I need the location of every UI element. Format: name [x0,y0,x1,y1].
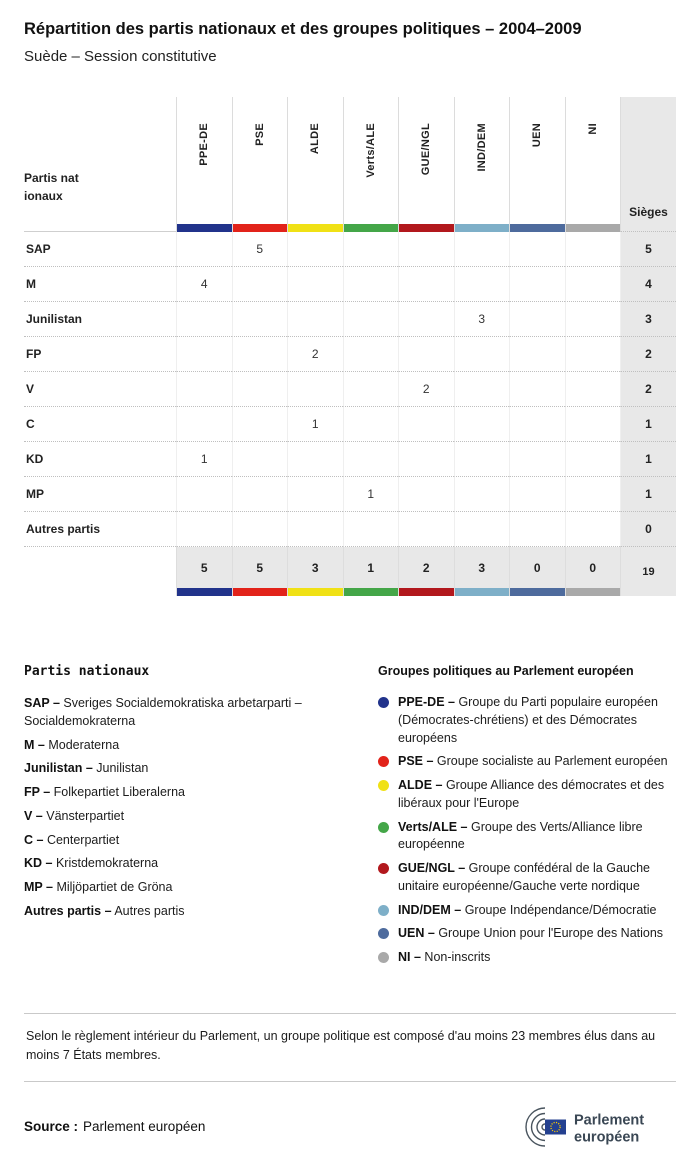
legend-item-label: C – [24,832,44,847]
group-color-bar [399,588,454,596]
seat-count-cell [565,232,621,267]
group-color-bar [177,224,232,232]
legend-parties [24,664,354,973]
legend-item-name: Miljöpartiet de Gröna [56,880,173,894]
hemicycle-icon [526,1108,545,1146]
table-corner-cell [24,97,176,232]
legend-item-name: Kristdemokraterna [55,856,159,871]
legend-item-label: V – [24,808,43,823]
seat-count-cell [176,372,232,407]
legend-item-name: Non-inscrits [424,950,491,964]
ep-logo [508,1104,676,1150]
group-column-header [232,97,288,232]
legend-parties-heading: Partis nationaux [24,664,150,679]
legend-item-text [398,777,676,813]
group-color-bar [288,588,343,596]
legend-item-text [24,879,172,897]
group-total-cell [509,547,565,596]
seat-count-cell [565,302,621,337]
seat-count-cell [509,267,565,302]
legend-item-text [24,760,148,778]
seat-count-cell: 2 [398,372,454,407]
party-name-cell: MP [24,477,176,512]
legend-item-label: Junilistan – [24,761,93,776]
seat-count-cell [565,442,621,477]
source [24,1119,205,1134]
legend-item-label: IND/DEM – [398,902,462,917]
legend-item-label: FP – [24,785,51,799]
legend-item-name: Groupe des Verts/Alliance libre européenne [398,819,643,852]
legend-group-item [378,902,676,920]
legend-item-text [398,949,490,967]
seat-count-cell [565,337,621,372]
group-total-cell [176,547,232,596]
group-color-bar [288,224,343,232]
source-label: Source : [24,1119,79,1134]
seat-count-cell [398,442,454,477]
party-name-cell: M [24,267,176,302]
legend-groups-heading: Groupes politiques au Parlement européen [378,664,634,678]
seats-table-wrap [24,97,676,596]
legend-item-name: Groupe confédéral de la Gauche unitaire européenne/Gauche verte nordique [398,861,651,893]
seat-count-cell [232,372,288,407]
legend-item-label: GUE/NGL – [398,861,466,875]
seat-count-cell [509,442,565,477]
seats-total-cell [620,547,676,596]
seat-count-cell [343,442,399,477]
group-column-header [509,97,565,232]
group-column-header [565,97,621,232]
group-color-bar [233,588,288,596]
seat-count-cell [176,477,232,512]
group-total-value: 3 [311,560,319,575]
legend-item-label: MP – [24,880,53,894]
legend-item-label: KD – [24,856,53,871]
party-name-cell: SAP [24,232,176,267]
group-color-bar [399,224,454,232]
legend-group-item [378,925,676,943]
legend-item-name: Autres partis [114,903,185,918]
group-label: PSE [253,123,266,146]
legend-item-text [398,694,676,747]
totals-empty-cell [24,547,176,596]
ep-logo-line1: Parlement [574,1112,645,1128]
seat-count-cell [509,512,565,547]
legend-item-name: Groupe du Parti populaire européen (Démocrates-chrétiens) et des Démocrates européens [398,695,658,745]
seat-count-cell [454,477,510,512]
legend-item-text [24,832,119,850]
legend-party-item [24,760,354,778]
legend-groups [378,664,676,973]
legend-item-text [24,784,185,802]
legend-item-text [24,903,185,921]
footnote: Selon le règlement intérieur du Parlement, un groupe politique est composé d'au moins 23 membres élus dans au moins 7 États membres. [24,1013,676,1082]
legend-party-item [24,808,354,826]
group-column-header [343,97,399,232]
seat-count-cell [343,337,399,372]
seat-count-cell [287,442,343,477]
source-row [24,1104,676,1150]
legend-party-item [24,832,354,850]
page-title: Répartition des partis nationaux et des groupes politiques – 2004–2009 [24,20,582,38]
seat-count-cell [565,372,621,407]
group-total-value: 5 [256,560,264,575]
seat-count-cell: 4 [176,267,232,302]
group-total-value: 5 [200,560,208,575]
seat-count-cell [454,232,510,267]
legend-party-item [24,855,354,873]
seat-count-cell [509,407,565,442]
group-color-bar [177,588,232,596]
group-label: IND/DEM [475,123,488,172]
seat-count-cell [398,407,454,442]
legend-item-text [24,855,158,873]
seat-count-cell [287,232,343,267]
legend-item-label: ALDE – [398,778,443,792]
legend-item-label: M – [24,737,45,752]
legend-item-text [24,808,124,826]
legend-item-text [24,695,354,731]
group-color-bar [344,224,399,232]
seat-count-cell [509,337,565,372]
group-label: UEN [531,123,544,148]
legend-parties-list [24,695,354,921]
row-seats-cell: 2 [620,372,676,407]
seat-count-cell [287,477,343,512]
group-total-cell [398,547,454,596]
seat-count-cell [343,512,399,547]
party-name-cell: FP [24,337,176,372]
legend-color-dot [378,952,389,963]
row-seats-cell: 1 [620,407,676,442]
legend-item-label: SAP – [24,696,60,710]
page-subtitle: Suède – Session constitutive [24,48,217,65]
group-total-value: 3 [478,560,486,575]
seat-count-cell [232,407,288,442]
group-column-header [398,97,454,232]
seat-count-cell [232,267,288,302]
seat-count-cell [343,372,399,407]
seat-count-cell [343,267,399,302]
seat-count-cell [509,302,565,337]
seat-count-cell [287,372,343,407]
legend-color-dot [378,863,389,874]
legend-item-label: UEN – [398,926,435,941]
row-seats-cell: 2 [620,337,676,372]
seat-count-cell [232,477,288,512]
legend-party-item [24,903,354,921]
seat-count-cell [176,302,232,337]
legend-item-name: Groupe Alliance des démocrates et des libéraux pour l'Europe [398,778,665,810]
seat-count-cell [343,232,399,267]
seat-count-cell [454,442,510,477]
group-total-value: 2 [422,560,430,575]
seat-count-cell [509,477,565,512]
group-label: ALDE [309,123,322,155]
seat-count-cell [454,267,510,302]
group-total-value: 0 [589,560,597,575]
seat-count-cell [454,512,510,547]
seat-count-cell: 1 [343,477,399,512]
seat-count-cell [287,512,343,547]
legend-item-label: NI – [398,950,421,964]
legend-item-text [398,753,668,771]
seats-column-header [620,97,676,232]
group-total-value: 1 [367,560,375,575]
legend-party-item [24,784,354,802]
seat-count-cell: 2 [287,337,343,372]
group-total-cell [454,547,510,596]
legend-item-name: Sveriges Socialdemokratiska arbetarparti – Socialdemokraterna [24,696,302,728]
legend-item-text [398,925,663,943]
legend-color-dot [378,822,389,833]
eu-flag-icon [545,1119,566,1134]
seat-count-cell [565,267,621,302]
seat-count-cell [176,407,232,442]
row-seats-cell: 1 [620,477,676,512]
seat-count-cell [343,407,399,442]
legend-group-item [378,819,676,855]
seat-count-cell [176,232,232,267]
legend-item-name: Vänsterpartiet [46,808,125,823]
party-name-cell: Autres partis [24,512,176,547]
party-name-cell: V [24,372,176,407]
source-value: Parlement européen [83,1119,206,1134]
legend-item-text [24,737,119,755]
group-color-bar [344,588,399,596]
row-seats-cell: 3 [620,302,676,337]
seat-count-cell [398,232,454,267]
legend-item-name: Groupe socialiste au Parlement européen [436,754,668,769]
legend-item-label: Autres partis – [24,903,112,918]
group-label: GUE/NGL [420,123,433,176]
group-column-header [287,97,343,232]
group-color-bar [233,224,288,232]
seat-count-cell [343,302,399,337]
seats-header-label: Sièges [629,205,668,219]
row-seats-cell: 4 [620,267,676,302]
group-label: PPE-DE [198,123,211,166]
group-color-bar [510,224,565,232]
legend-item-name: Groupe Indépendance/Démocratie [464,902,657,917]
seat-count-cell: 5 [232,232,288,267]
seat-count-cell [232,442,288,477]
group-color-bar [510,588,565,596]
party-name-cell: Junilistan [24,302,176,337]
group-total-cell [232,547,288,596]
legend-item-name: Centerpartiet [46,832,120,847]
ep-logo-line2: européen [574,1129,640,1145]
seat-count-cell [509,232,565,267]
seat-count-cell [176,337,232,372]
row-seats-cell: 5 [620,232,676,267]
seat-count-cell: 1 [176,442,232,477]
seat-count-cell [565,512,621,547]
group-total-cell [343,547,399,596]
legend-group-item [378,753,676,771]
legend-item-label: PPE-DE – [398,695,455,709]
legend [24,664,676,973]
seat-count-cell [398,267,454,302]
seats-table [24,97,676,596]
legend-groups-list [378,694,676,967]
seat-count-cell: 3 [454,302,510,337]
legend-color-dot [378,780,389,791]
legend-item-text [398,902,656,920]
seat-count-cell [454,337,510,372]
legend-color-dot [378,756,389,767]
row-header-label: Partis nationaux [24,171,79,203]
party-name-cell: C [24,407,176,442]
group-color-bar [566,224,621,232]
group-label: NI [586,123,599,135]
legend-item-name: Moderaterna [48,737,120,752]
group-color-bar [455,224,510,232]
group-color-bar [455,588,510,596]
legend-party-item [24,879,354,897]
row-seats-cell: 0 [620,512,676,547]
seat-count-cell [509,372,565,407]
legend-color-dot [378,697,389,708]
seat-count-cell [232,512,288,547]
legend-group-item [378,949,676,967]
legend-item-name: Folkepartiet Liberalerna [53,785,185,799]
group-column-header [176,97,232,232]
seat-count-cell: 1 [287,407,343,442]
ep-logo-graphic [508,1104,676,1150]
seat-count-cell [454,372,510,407]
seat-count-cell [176,512,232,547]
seat-count-cell [565,477,621,512]
legend-item-text [398,860,676,896]
legend-group-item [378,777,676,813]
seat-count-cell [232,302,288,337]
group-total-value: 0 [533,560,541,575]
seat-count-cell [398,477,454,512]
group-total-cell [565,547,621,596]
seat-count-cell [398,337,454,372]
seat-count-cell [287,302,343,337]
legend-color-dot [378,905,389,916]
seat-count-cell [565,407,621,442]
group-column-header [454,97,510,232]
group-label: Verts/ALE [364,123,377,178]
row-seats-cell: 1 [620,442,676,477]
legend-item-name: Groupe Union pour l'Europe des Nations [438,926,664,941]
group-total-cell [287,547,343,596]
legend-party-item [24,695,354,731]
seat-count-cell [454,407,510,442]
seats-total-value: 19 [642,565,655,578]
legend-item-label: Verts/ALE – [398,819,468,834]
legend-item-text [398,819,676,855]
legend-party-item [24,737,354,755]
legend-item-name: Junilistan [96,761,149,776]
legend-color-dot [378,928,389,939]
legend-item-label: PSE – [398,754,434,769]
group-color-bar [566,588,621,596]
legend-group-item [378,694,676,747]
seat-count-cell [398,512,454,547]
party-name-cell: KD [24,442,176,477]
seat-count-cell [287,267,343,302]
legend-group-item [378,860,676,896]
seat-count-cell [232,337,288,372]
seat-count-cell [398,302,454,337]
